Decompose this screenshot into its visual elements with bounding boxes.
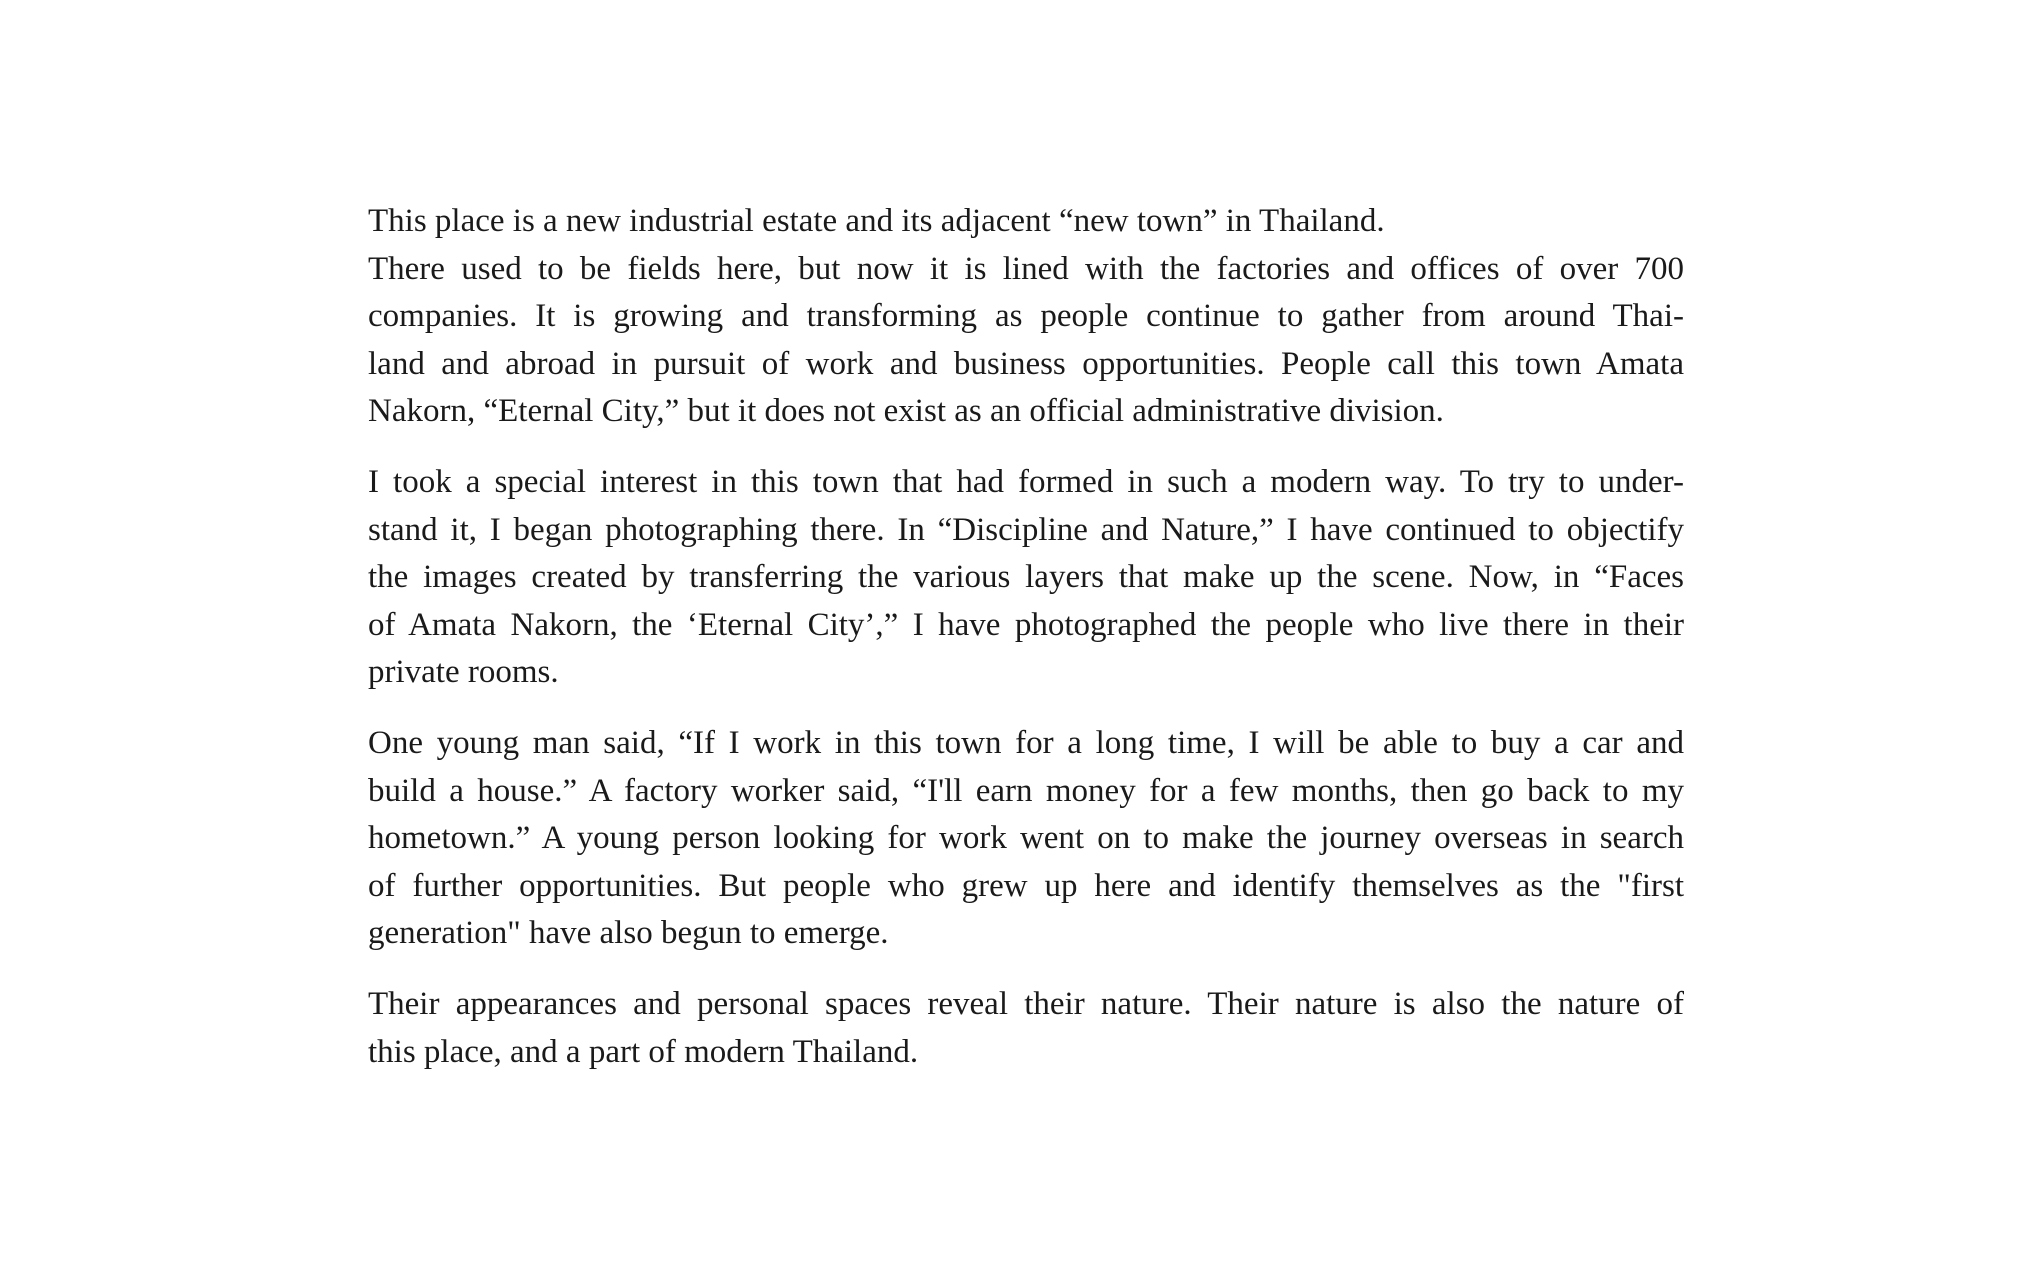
- text-line: generation" have also begun to emerge.: [368, 915, 889, 952]
- paragraph-3: [368, 720, 1684, 958]
- text-line: of Amata Nakorn, the ‘Eternal City’,” I have photographed the people who live there in their: [368, 606, 1684, 643]
- text-line: companies. It is growing and transforming as people continue to gather from around Thai-: [368, 298, 1684, 335]
- text-line: land and abroad in pursuit of work and business opportunities. People call this town Amata: [368, 345, 1684, 382]
- text-line: this place, and a part of modern Thailand.: [368, 1033, 919, 1070]
- paragraph-2: [368, 459, 1684, 697]
- paragraph-1: [368, 198, 1684, 436]
- text-line: One young man said, “If I work in this town for a long time, I will be able to buy a car and: [368, 724, 1684, 761]
- text-line: stand it, I began photographing there. In “Discipline and Nature,” I have continued to objectify: [368, 511, 1684, 548]
- text-line: There used to be fields here, but now it is lined with the factories and offices of over 700: [368, 250, 1684, 287]
- statement-text: [368, 198, 1684, 1099]
- text-line: the images created by transferring the various layers that make up the scene. Now, in “Faces: [368, 559, 1684, 596]
- text-line: This place is a new industrial estate and its adjacent “new town” in Thailand.: [368, 203, 1385, 239]
- text-line: build a house.” A factory worker said, “I'll earn money for a few months, then go back to my: [368, 772, 1684, 809]
- paragraph-4: [368, 981, 1684, 1076]
- text-line: Their appearances and personal spaces reveal their nature. Their nature is also the nature of: [368, 985, 1684, 1022]
- text-line: hometown.” A young person looking for work went on to make the journey overseas in search: [368, 820, 1684, 857]
- text-line: private rooms.: [368, 654, 559, 691]
- text-line: I took a special interest in this town that had formed in such a modern way. To try to under-: [368, 463, 1684, 500]
- text-line: Nakorn, “Eternal City,” but it does not exist as an official administrative division.: [368, 393, 1444, 430]
- text-line: of further opportunities. But people who grew up here and identify themselves as the "first: [368, 867, 1684, 904]
